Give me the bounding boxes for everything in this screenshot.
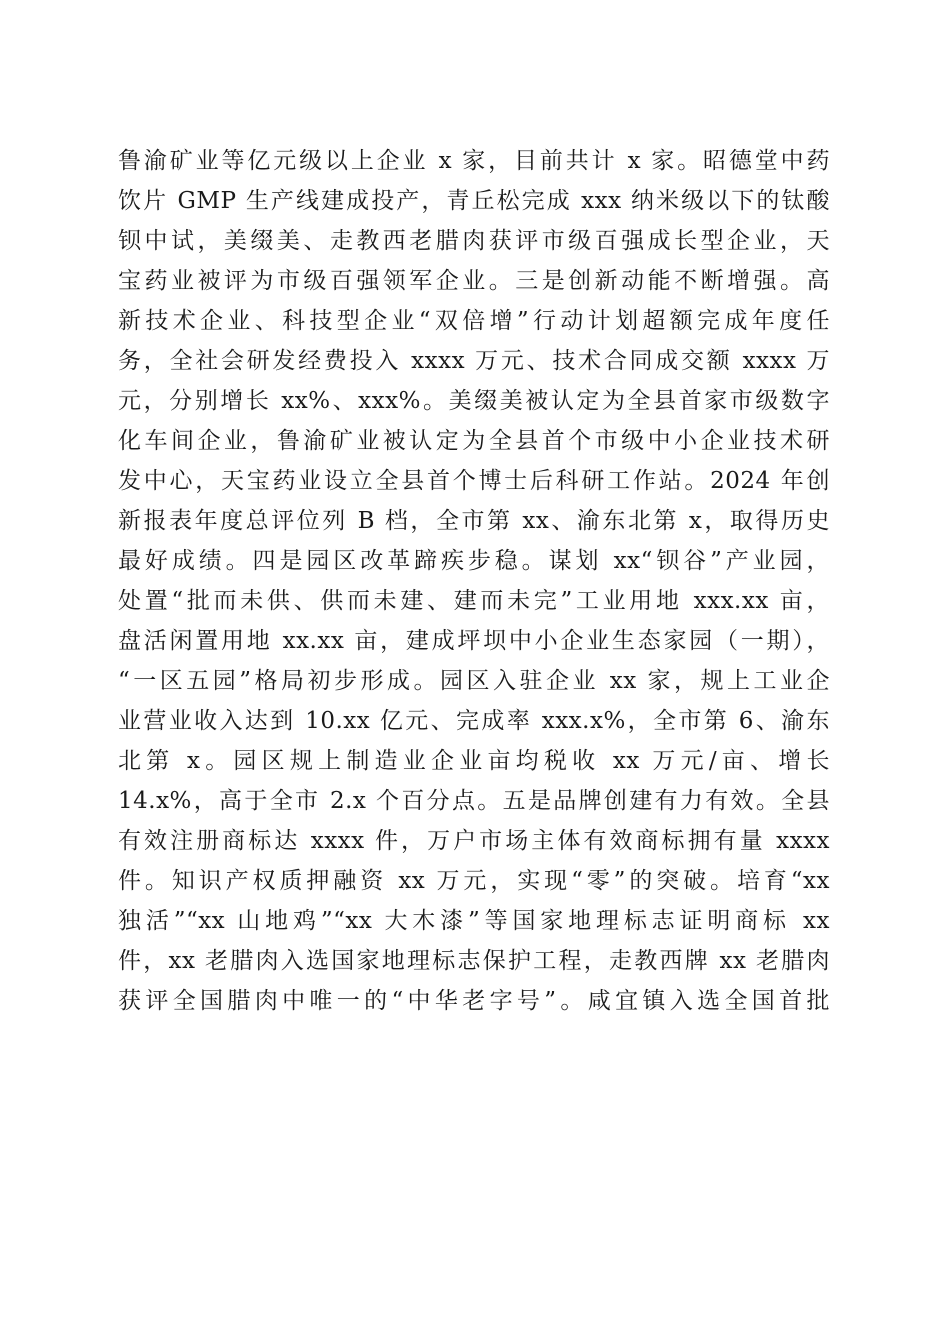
text-line: 钡中试，美缀美、走教西老腊肉获评市级百强成长型企业，天 [118, 228, 830, 254]
text-line: 独活”“xx 山地鸡”“xx 大木漆”等国家地理标志证明商标 xx [118, 908, 830, 934]
text-line: 获评全国腊肉中唯一的“中华老字号”。咸宜镇入选全国首批 [118, 988, 830, 1014]
text-line: 有效注册商标达 xxxx 件，万户市场主体有效商标拥有量 xxxx [118, 828, 830, 854]
text-line: 件，xx 老腊肉入选国家地理标志保护工程，走教西牌 xx 老腊肉 [118, 948, 830, 974]
text-line: 宝药业被评为市级百强领军企业。三是创新动能不断增强。高 [118, 268, 830, 294]
text-line: 发中心，天宝药业设立全县首个博士后科研工作站。2024 年创 [118, 468, 830, 494]
text-line: 鲁渝矿业等亿元级以上企业 x 家，目前共计 x 家。昭德堂中药 [118, 148, 830, 174]
text-line: 新报表年度总评位列 B 档，全市第 xx、渝东北第 x，取得历史 [118, 508, 830, 534]
text-line: 件。知识产权质押融资 xx 万元，实现“零”的突破。培育“xx [118, 868, 830, 894]
text-line: 务，全社会研发经费投入 xxxx 万元、技术合同成交额 xxxx 万 [118, 348, 830, 374]
text-line: 最好成绩。四是园区改革蹄疾步稳。谋划 xx“钡谷”产业园， [118, 548, 830, 574]
text-line: 北第 x。园区规上制造业企业亩均税收 xx 万元/亩、增长 [118, 748, 830, 774]
text-line: 业营业收入达到 10.xx 亿元、完成率 xxx.x%，全市第 6、渝东 [118, 708, 830, 734]
text-line: 14.x%，高于全市 2.x 个百分点。五是品牌创建有力有效。全县 [118, 788, 830, 814]
text-line: 元，分别增长 xx%、xxx%。美缀美被认定为全县首家市级数字 [118, 388, 830, 414]
text-line: 处置“批而未供、供而未建、建而未完”工业用地 xxx.xx 亩， [118, 588, 830, 614]
text-line: 饮片 GMP 生产线建成投产，青丘松完成 xxx 纳米级以下的钛酸 [118, 188, 830, 214]
text-line: 新技术企业、科技型企业“双倍增”行动计划超额完成年度任 [118, 308, 830, 334]
text-line: “一区五园”格局初步形成。园区入驻企业 xx 家，规上工业企 [118, 668, 830, 694]
body-paragraph [118, 141, 830, 1021]
text-line: 盘活闲置用地 xx.xx 亩，建成坪坝中小企业生态家园（一期）， [118, 628, 830, 654]
text-line: 化车间企业，鲁渝矿业被认定为全县首个市级中小企业技术研 [118, 428, 830, 454]
